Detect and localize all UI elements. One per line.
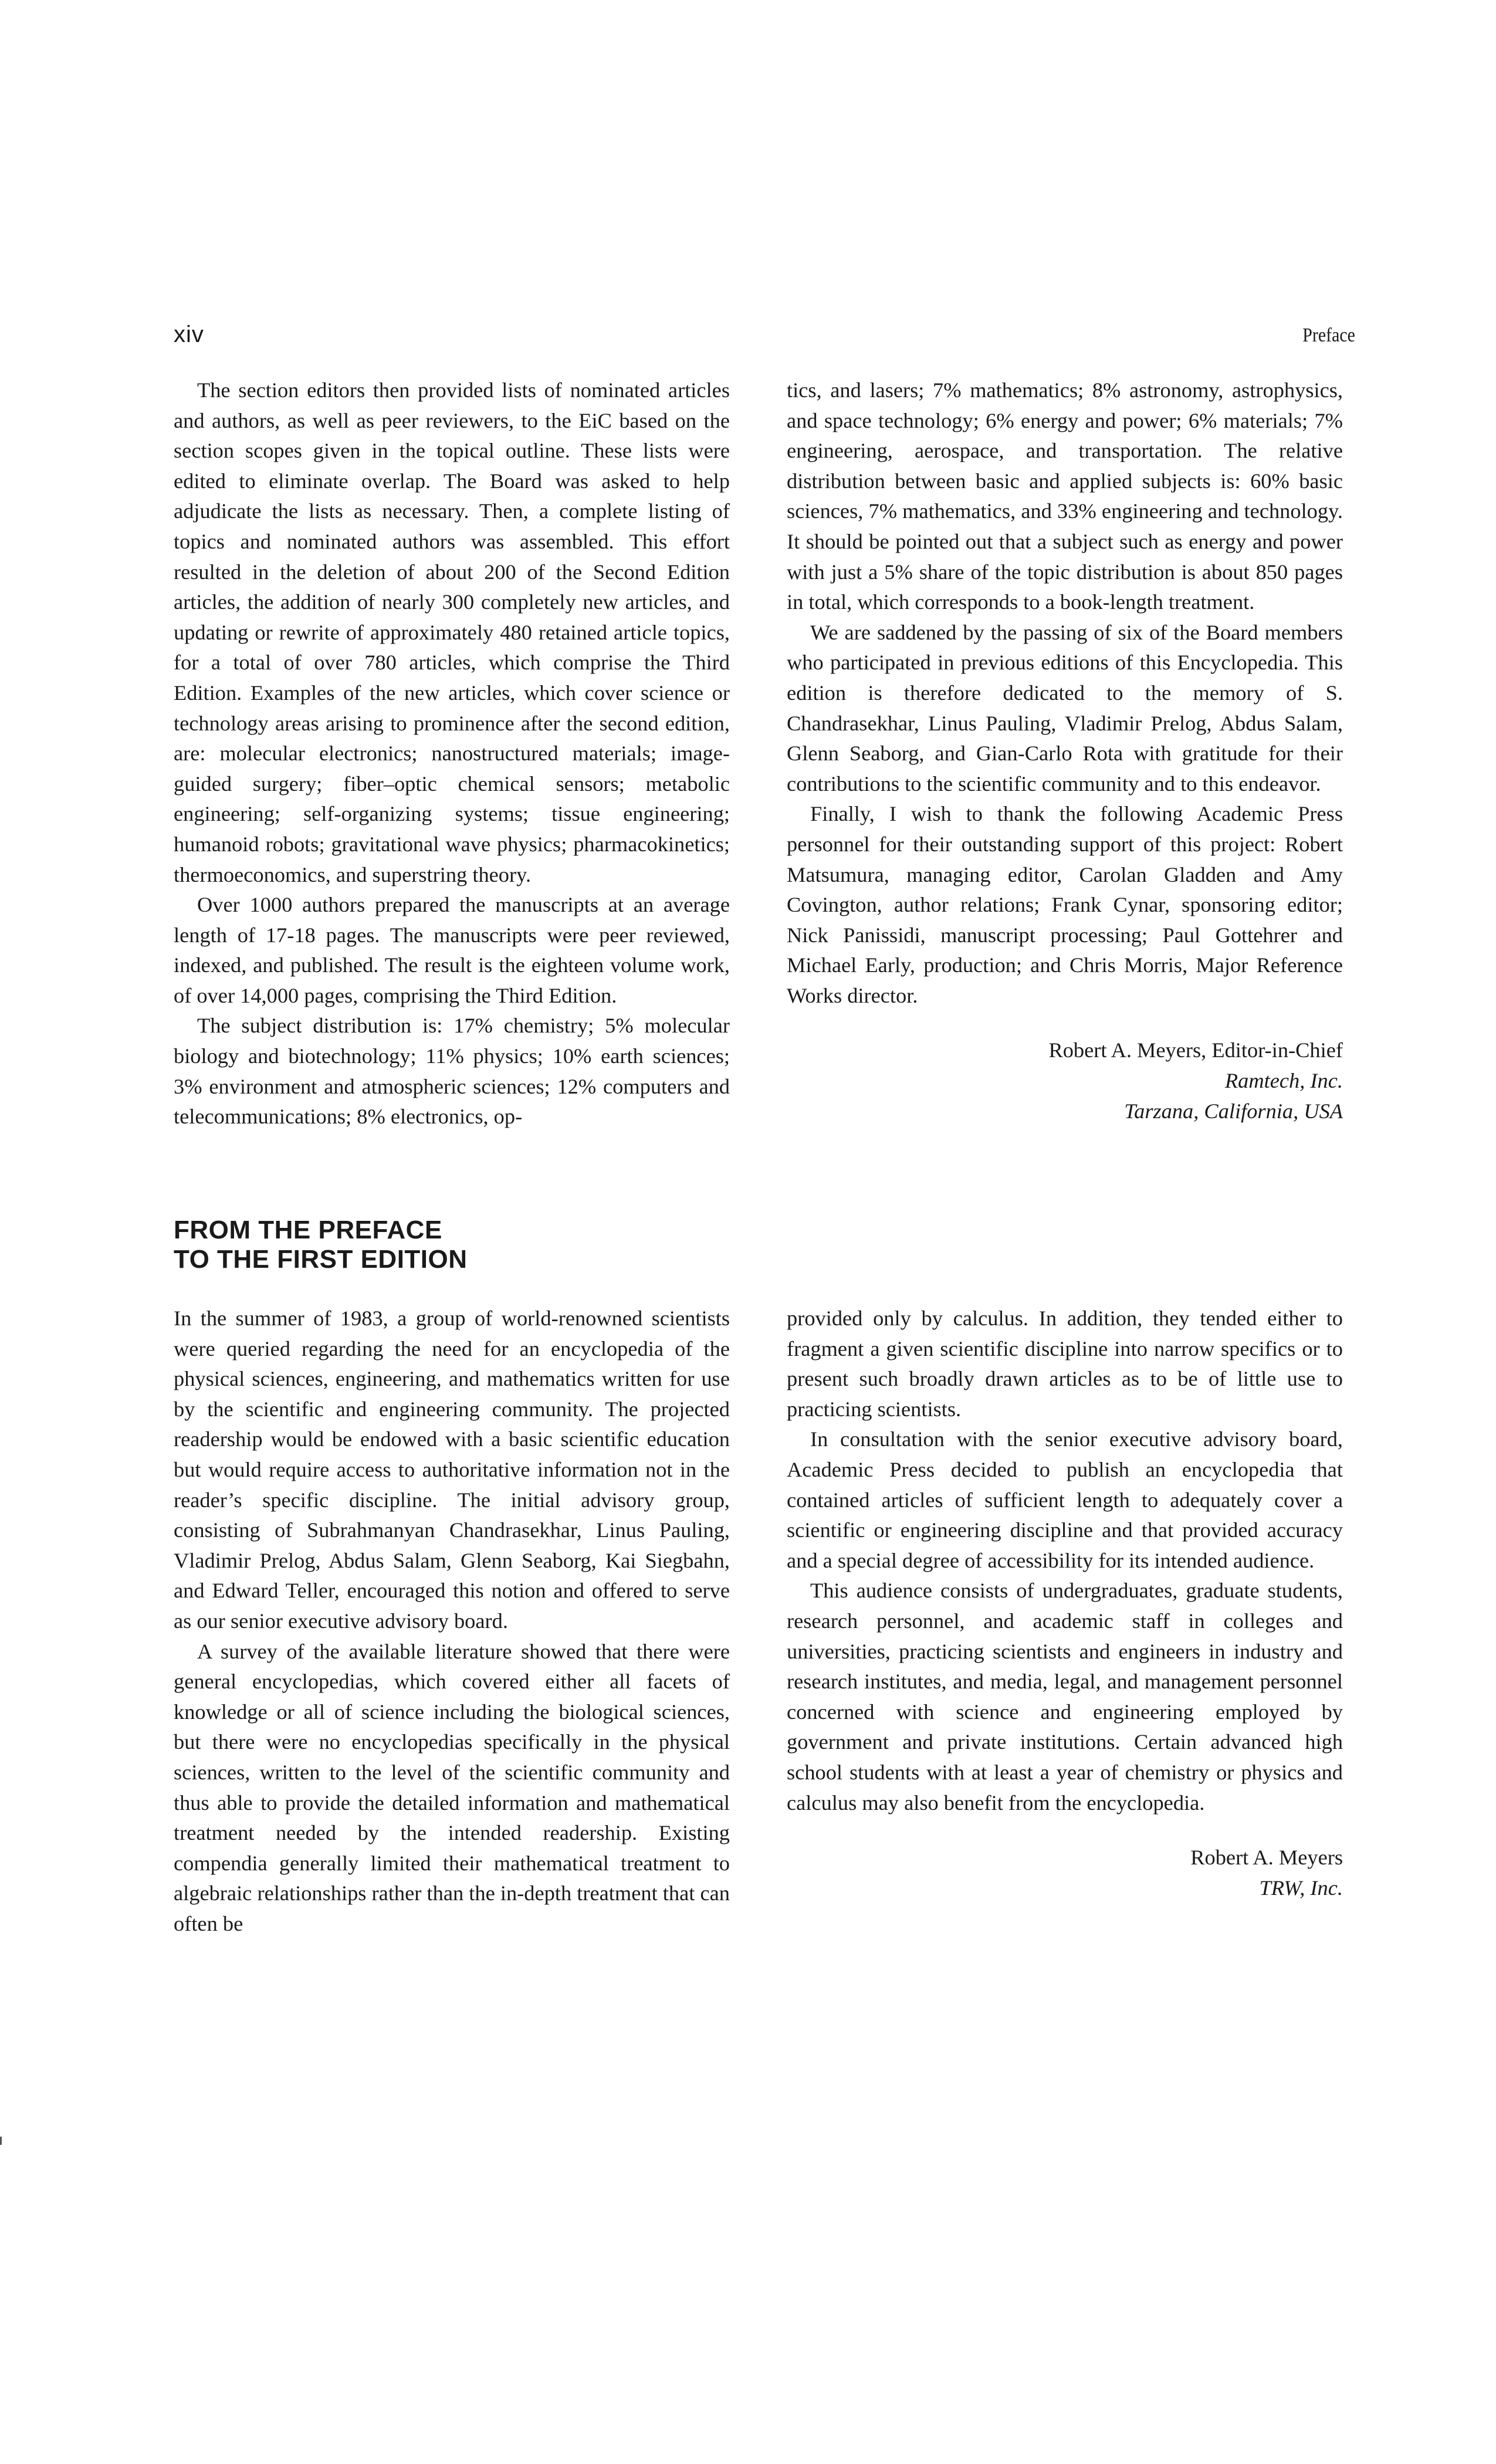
paragraph: The section editors then provided lists of nominated articles and authors, as well as peer reviewers, to the EiC based on the section scopes given in the topical outline. These lists were edited to eliminate overlap. The Board was asked to help adjudicate the lists as necessary. Then, a complete listing of topics and nominated authors was assembled. This effort resulted in the deletion of about 200 of the Second Edition articles, the addition of nearly 300 completely new articles, and updating or rewrite of approximately 480 retained article topics, for a total of over 780 articles, which comprise the Third Edition. Examples of the new articles, which cover science or technology areas arising to prominence after the second edition, are: molecular electronics; nanostructured materials; image-guided surgery; fiber–optic chemical sensors; metabolic engineering; self-organizing systems; tissue engineering; humanoid robots; gravitational wave physics; pharmacokinetics; thermoeconomics, and superstring theory.: [174, 378, 730, 886]
paragraph: tics, and lasers; 7% mathematics; 8% astronomy, astrophysics, and space technology; 6% energy and power; 6% materials; 7% engineering, aerospace, and transportation. The relative distribution between basic and applied subjects is: 60% basic sciences, 7% mathematics, and 33% engineering and technology. It should be pointed out that a subject such as energy and power with just a 5% share of the topic distribution is about 850 pages in total, which corresponds to a book-length treatment.: [787, 378, 1343, 614]
paragraph: In consultation with the senior executive advisory board, Academic Press decided to publish an encyclopedia that contained articles of sufficient length to adequately cover a scientific or engineering discipline and that provided accuracy and a special degree of accessibility for its intended audience.: [787, 1427, 1343, 1572]
paragraph: The subject distribution is: 17% chemistry; 5% molecular biology and biotechnology; 11% physics; 10% earth sciences; 3% environment and atmospheric sciences; 12% computers and telecommunications; 8% electronics, op-: [174, 1014, 730, 1129]
bottom-right-column: [787, 1304, 1343, 1903]
signature-location: Tarzana, California, USA: [1124, 1099, 1343, 1123]
paragraph: We are saddened by the passing of six of the Board members who participated in previous editions of this Encyclopedia. This edition is therefore dedicated to the memory of S. Chandrasekhar, Linus Pauling, Vladimir Prelog, Abdus Salam, Glenn Seaborg, and Gian-Carlo Rota with gratitude for their contributions to the scientific community and to this endeavor.: [787, 620, 1343, 796]
scan-edge-mark: [0, 2137, 2, 2145]
paragraph: In the summer of 1983, a group of world-renowned scientists were queried regarding the need for an encyclopedia of the physical sciences, engineering, and mathematics written for use by the scientific and engineering community. The projected readership would be endowed with a basic scientific education but would require access to authoritative information not in the reader’s specific discipline. The initial advisory group, consisting of Subrahmanyan Chandrasekhar, Linus Pauling, Vladimir Prelog, Abdus Salam, Glenn Seaborg, Kai Siegbahn, and Edward Teller, encouraged this notion and offered to serve as our senior executive advisory board.: [174, 1307, 730, 1633]
signature-company: Ramtech, Inc.: [1224, 1069, 1343, 1093]
paragraph: Over 1000 authors prepared the manuscripts at an average length of 17-18 pages. The manuscripts were peer reviewed, indexed, and published. The result is the eighteen volume work, of over 14,000 pages, comprising the Third Edition.: [174, 893, 730, 1007]
running-head: Preface: [1302, 324, 1355, 346]
signature-name: Robert A. Meyers, Editor-in-Chief: [1048, 1038, 1343, 1062]
section-heading-line-1: FROM THE PREFACE: [174, 1216, 442, 1244]
paragraph: This audience consists of undergraduates, graduate students, research personnel, and academic staff in colleges and universities, practicing scientists and engineers in industry and research institutes, and media, legal, and management personnel concerned with science and engineering employed by government and private institutions. Certain advanced high school students with at least a year of chemistry or physics and calculus may also benefit from the encyclopedia.: [787, 1579, 1343, 1815]
section-heading-line-2: TO THE FIRST EDITION: [174, 1245, 468, 1274]
paragraph: A survey of the available literature showed that there were general encyclopedias, which covered either all facets of knowledge or all of science including the biological sciences, but there were no encyclopedias specifically in the physical sciences, written to the level of the scientific community and thus able to provide the detailed information and mathematical treatment needed by the intended readership. Existing compendia generally limited their mathematical treatment to algebraic relationships rather than the in-depth treatment that can often be: [174, 1639, 730, 1935]
signature-name: Robert A. Meyers: [1190, 1846, 1343, 1870]
top-left-column: [174, 375, 730, 1132]
bottom-left-column: [174, 1304, 730, 1939]
first-edition-signature: [787, 1843, 1343, 1903]
top-right-column: [787, 375, 1343, 1126]
editor-signature: [787, 1035, 1343, 1126]
section-heading: [174, 1216, 760, 1274]
signature-company: TRW, Inc.: [1259, 1876, 1343, 1900]
paragraph: provided only by calculus. In addition, they tended either to fragment a given scientific discipline into narrow specifics or to present such broadly drawn articles as to be of little use to practicing scientists.: [787, 1307, 1343, 1421]
page-number: xiv: [174, 321, 204, 347]
paragraph: Finally, I wish to thank the following Academic Press personnel for their outstanding support of this project: Robert Matsumura, managing editor, Carolan Gladden and Amy Covington, author relations; Frank Cynar, sponsoring editor; Nick Panissidi, manuscript processing; Paul Gottehrer and Michael Early, production; and Chris Morris, Major Reference Works director.: [787, 802, 1343, 1007]
